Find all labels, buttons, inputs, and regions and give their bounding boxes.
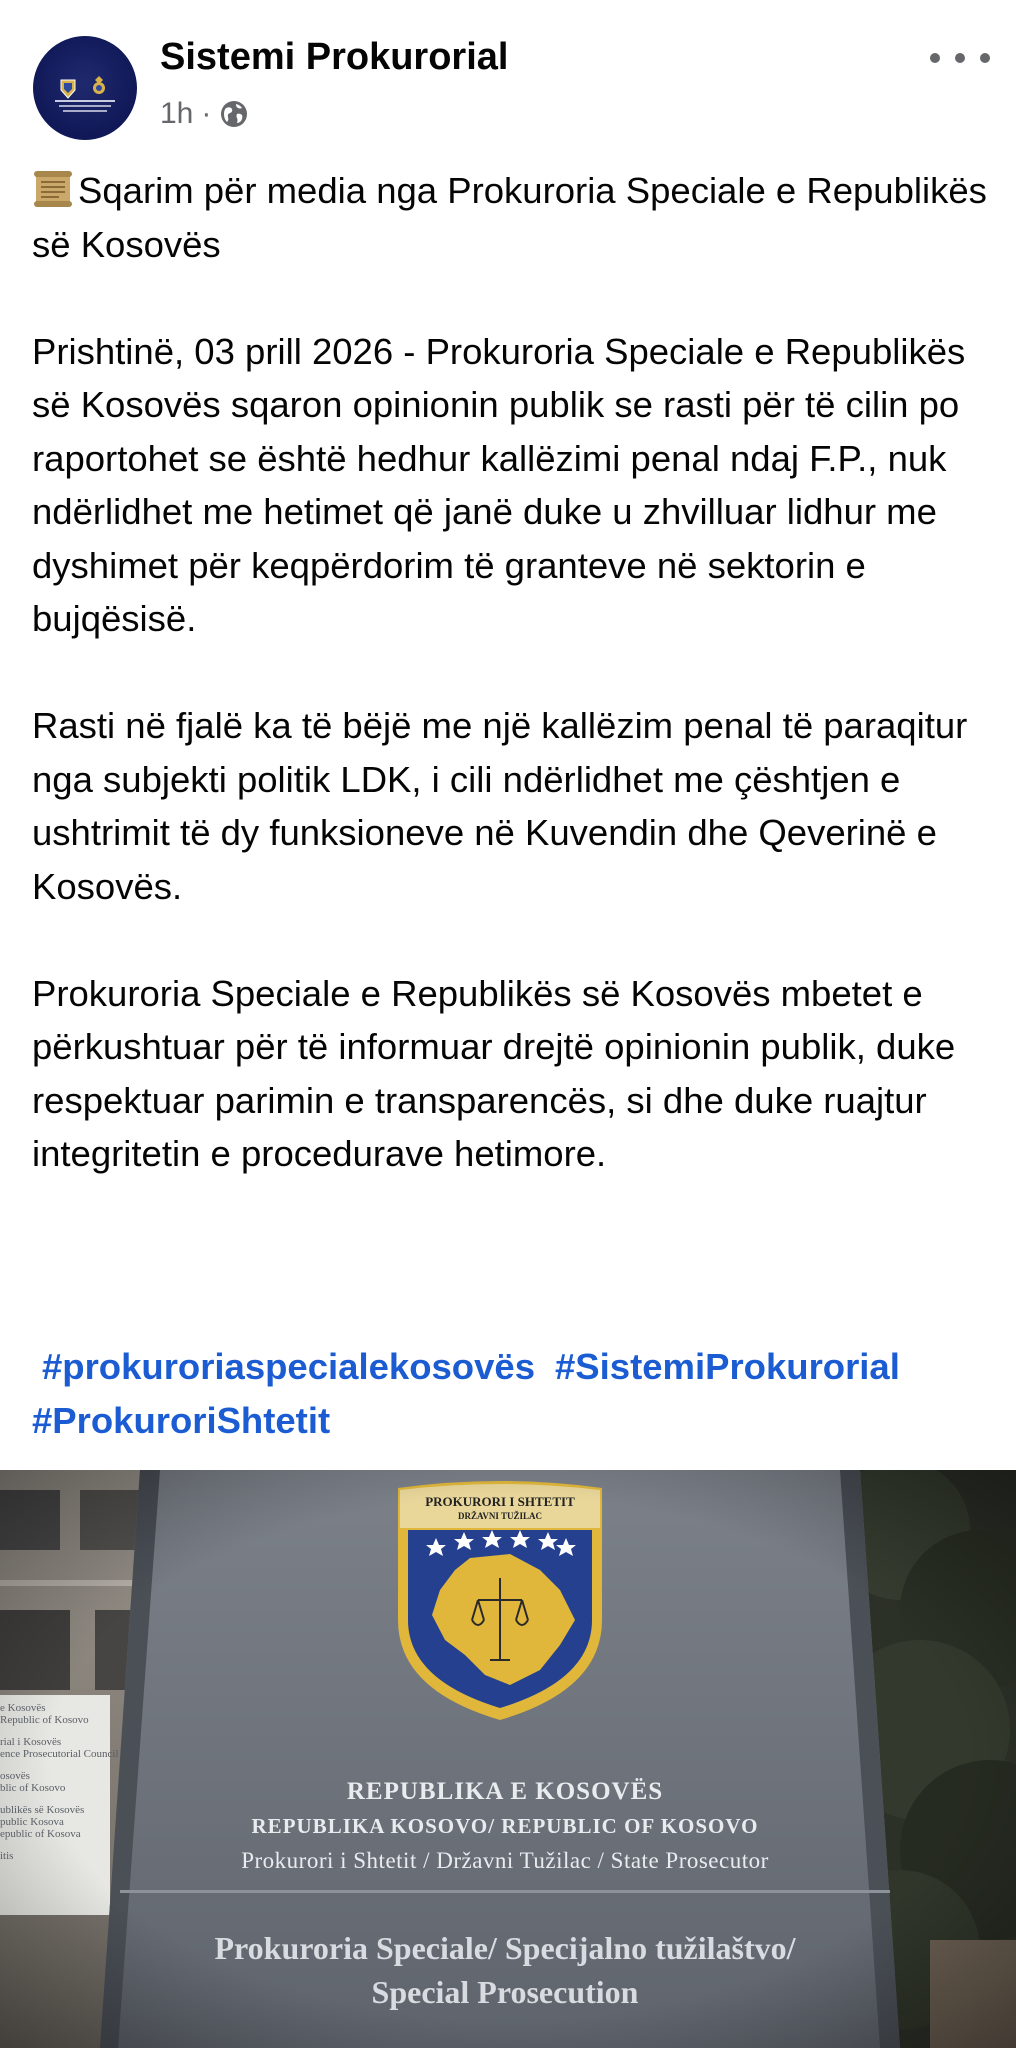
post-paragraph-2: Rasti në fjalë ka të bëjë me një kallëzim penal të paraqitur nga subjekti politik LDK, i cili ndërlidhet me çështjen e ushtrimit të dy funksioneve në Kuvendin dhe Qeverinë e Kosovës. [32, 705, 968, 907]
more-options-button[interactable] [930, 38, 990, 78]
hashtag-link[interactable]: #SistemiProkurorial [555, 1346, 900, 1387]
plaque-text: Republic of Kosovo [0, 1714, 89, 1726]
more-dot [930, 53, 940, 63]
post-title-line [32, 164, 992, 271]
post-paragraph-1: Prishtinë, 03 prill 2026 - Prokuroria Speciale e Republikës së Kosovës sqaron opinionin publik se rasti për të cilin po raportohet se është hedhur kallëzimi penal ndaj F.P., nuk ndërlidhet me hetimet që janë duke u zhvilluar lidhur me dyshimet për keqpërdorim të granteve në sektorin e bujqësisë. [32, 330, 966, 639]
plaque-text: itis [0, 1850, 14, 1862]
plaque-text: public Kosova [0, 1816, 64, 1828]
page-name[interactable]: Sistemi Prokurorial [160, 36, 509, 78]
plaque-text: ence Prosecutorial Council [0, 1748, 119, 1760]
sign-line-2: REPUBLIKA KOSOVO/ REPUBLIC OF KOSOVO [251, 1814, 759, 1838]
more-dot [980, 53, 990, 63]
hashtag-list [32, 1340, 1002, 1447]
avatar-logo-icon [33, 36, 137, 140]
plaque-text: rial i Kosovës [0, 1736, 62, 1748]
meta-separator: · [201, 97, 212, 130]
sign-line-1: REPUBLIKA E KOSOVËS [346, 1778, 664, 1805]
shield-caption: PROKURORI I SHTETIT [425, 1494, 575, 1509]
post-header [0, 0, 1016, 150]
plaque-text: blic of Kosovo [0, 1782, 66, 1794]
hashtag-link[interactable]: #prokuroriaspecialekosovës [42, 1346, 535, 1387]
more-dot [955, 53, 965, 63]
plaque-text: epublic of Kosova [0, 1828, 81, 1840]
plaque-text: osovës [0, 1770, 30, 1782]
post-time[interactable]: 1h [160, 97, 194, 130]
shield-subcaption: DRŽAVNI TUŽILAC [458, 1511, 542, 1521]
post-paragraph-3: Prokuroria Speciale e Republikës së Kosovës mbetet e përkushtuar për të informuar drejtë opinionin publik, duke respektuar parimin e transparencës, si dhe duke ruajtur integritetin e procedurave hetimore. [32, 972, 956, 1174]
scroll-icon [32, 169, 76, 209]
hashtag-link[interactable]: #ProkuroriShtetit [32, 1399, 331, 1441]
post-title: Sqarim për media nga Prokuroria Speciale e Republikës së Kosovës [32, 170, 987, 265]
globe-icon [219, 99, 249, 129]
plaque-text: e Kosovës [0, 1702, 46, 1714]
sign-line-3: Prokurori i Shtetit / Državni Tužilac / State Prosecutor [241, 1848, 769, 1873]
avatar[interactable] [33, 36, 137, 140]
post-photo[interactable] [0, 1470, 1016, 2048]
sign-line-5: Special Prosecution [371, 1974, 639, 2010]
post-meta [160, 96, 249, 132]
post-text [32, 164, 992, 1181]
plaque-text: ublikës së Kosovës [0, 1804, 85, 1816]
sign-line-4: Prokuroria Speciale/ Specijalno tužilaštvo/ [214, 1930, 796, 1966]
